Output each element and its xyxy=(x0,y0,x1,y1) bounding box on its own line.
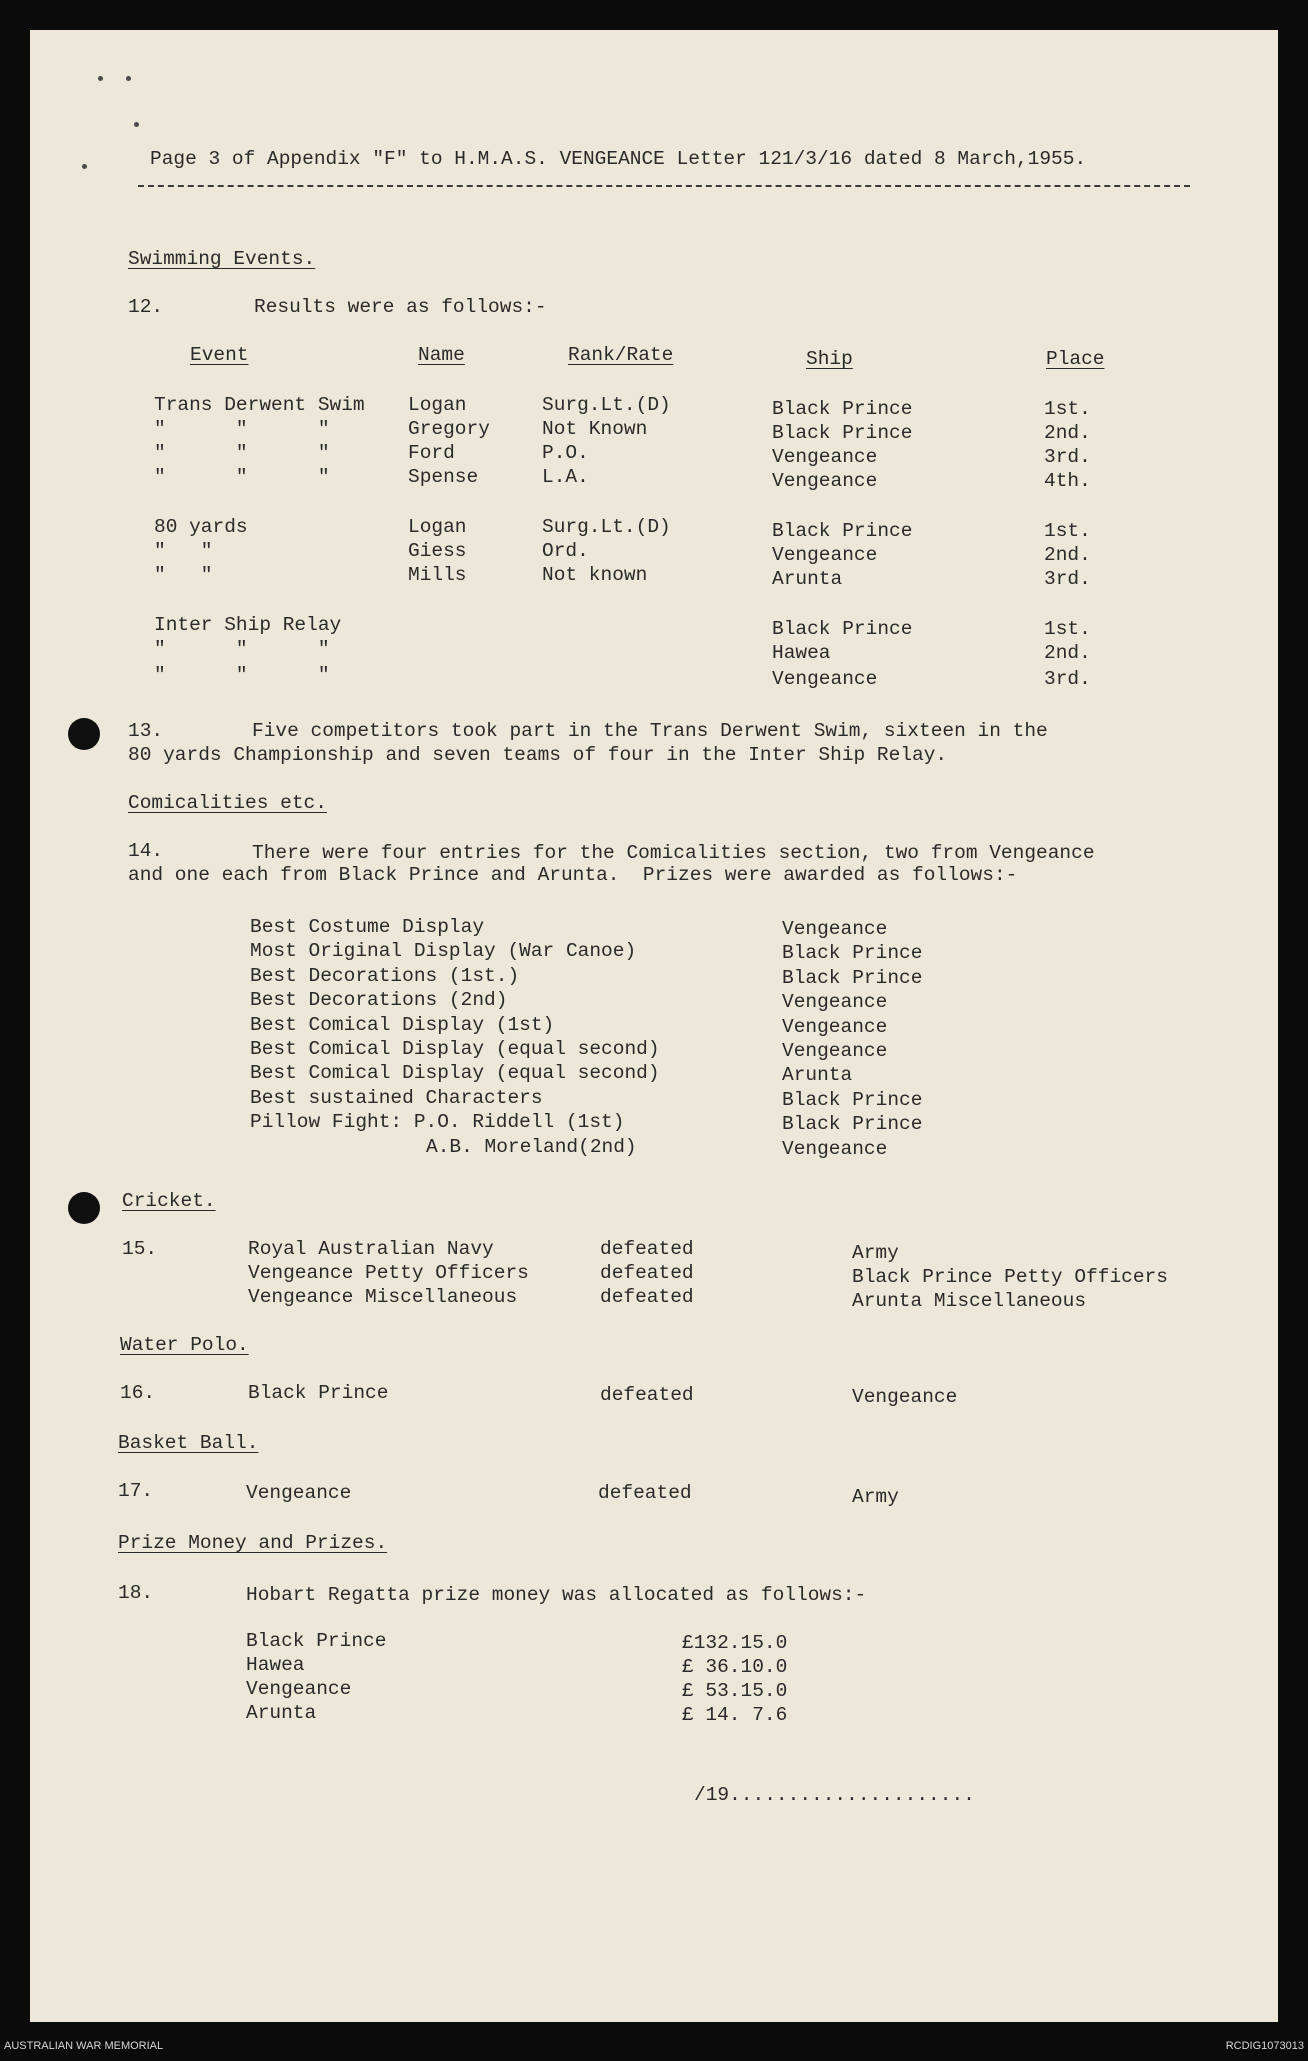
cricket-loser: Army xyxy=(852,1242,899,1264)
prize-ship: Vengeance xyxy=(782,991,888,1014)
prize-label: Pillow Fight: P.O. Riddell (1st) xyxy=(250,1111,625,1134)
cricket-verb: defeated xyxy=(600,1238,694,1260)
prize-label: Best Costume Display xyxy=(250,916,485,938)
prize-ship: Black Prince xyxy=(782,942,923,965)
swim-row-ship: Black Prince xyxy=(772,520,913,542)
prize-label: Best Decorations (2nd) xyxy=(250,989,508,1012)
swim-row-event: 80 yards xyxy=(154,516,248,538)
swim-row-rank: Surg.Lt.(D) xyxy=(542,516,671,538)
swim-row-name: Mills xyxy=(408,564,467,586)
swim-row-place: 3rd. xyxy=(1044,568,1091,590)
page-header: Page 3 of Appendix "F" to H.M.A.S. VENGEANCE Letter 121/3/16 dated 8 March,1955. xyxy=(150,148,1087,170)
ink-speck xyxy=(98,76,103,81)
swim-row-ship: Black Prince xyxy=(772,398,913,420)
para14-line2: and one each from Black Prince and Arunta. Prizes were awarded as follows:- xyxy=(128,864,1018,886)
swim-row-place: 2nd. xyxy=(1044,544,1091,566)
document-page xyxy=(30,30,1278,2022)
basket-ball-winner: Vengeance xyxy=(246,1482,352,1504)
para13-line2: 80 yards Championship and seven teams of four in the Inter Ship Relay. xyxy=(128,744,948,766)
cricket-winner: Royal Australian Navy xyxy=(248,1238,494,1260)
prize-ship: Vengeance xyxy=(782,1137,888,1160)
prize-label: Best sustained Characters xyxy=(250,1086,543,1109)
swim-row-rank: Surg.Lt.(D) xyxy=(542,394,671,416)
prize-ship: Black Prince xyxy=(782,1088,923,1111)
swim-row-name: Ford xyxy=(408,442,455,464)
swim-row-name: Logan xyxy=(408,394,467,416)
prize-ship: Black Prince xyxy=(782,1113,923,1136)
col-place: Place xyxy=(1046,348,1105,370)
swim-row-event: " " " xyxy=(154,418,330,440)
col-name: Name xyxy=(418,344,465,366)
swim-row-event: Trans Derwent Swim xyxy=(154,394,365,416)
swim-row-place: 1st. xyxy=(1044,520,1091,542)
col-rank: Rank/Rate xyxy=(568,344,674,366)
prize-ship: Vengeance xyxy=(782,1015,888,1038)
col-ship: Ship xyxy=(806,348,853,370)
swim-row-name: Gregory xyxy=(408,418,490,440)
para13-line1: Five competitors took part in the Trans Derwent Swim, sixteen in the xyxy=(252,720,1048,742)
water-polo-heading: Water Polo. xyxy=(120,1334,249,1356)
prize-label: Best Comical Display (equal second) xyxy=(250,1062,660,1085)
cricket-heading: Cricket. xyxy=(122,1190,216,1212)
ink-speck xyxy=(82,164,87,169)
swim-row-event: " " " xyxy=(154,638,330,660)
swim-row-place: 3rd. xyxy=(1044,668,1091,690)
prize-label: Most Original Display (War Canoe) xyxy=(250,940,637,963)
cricket-loser: Black Prince Petty Officers xyxy=(852,1266,1168,1288)
swim-row-place: 1st. xyxy=(1044,398,1091,420)
basket-ball-heading: Basket Ball. xyxy=(118,1432,259,1454)
swimming-heading: Swimming Events. xyxy=(128,248,316,270)
prize-ship: Black Prince xyxy=(782,966,923,989)
para14-line1: There were four entries for the Comicalities section, two from Vengeance xyxy=(252,842,1095,864)
cricket-verb: defeated xyxy=(600,1262,694,1284)
swim-row-ship: Vengeance xyxy=(772,668,878,690)
continuation-mark: /19..................... xyxy=(694,1784,975,1806)
money-amount: £ 53.15.0 xyxy=(682,1680,788,1702)
swim-row-name: Giess xyxy=(408,540,467,562)
money-amount: £132.15.0 xyxy=(682,1632,788,1654)
swim-row-rank: Ord. xyxy=(542,540,589,562)
swim-row-rank: P.O. xyxy=(542,442,589,464)
para-number: 13. xyxy=(128,720,164,742)
col-event: Event xyxy=(190,344,249,366)
cricket-loser: Arunta Miscellaneous xyxy=(852,1290,1087,1312)
swim-row-event: " " xyxy=(154,564,213,586)
para-number: 17. xyxy=(118,1480,154,1502)
para-number: 16. xyxy=(120,1382,156,1404)
swim-row-place: 2nd. xyxy=(1044,422,1091,444)
swim-row-rank: Not Known xyxy=(542,418,648,440)
swim-row-event: " " " xyxy=(154,664,330,686)
swim-row-rank: L.A. xyxy=(542,466,589,488)
header-rule xyxy=(138,185,1190,187)
swim-row-name: Logan xyxy=(408,516,467,538)
prize-ship: Vengeance xyxy=(782,1040,888,1062)
swim-row-ship: Hawea xyxy=(772,642,831,664)
swim-row-event: " " " xyxy=(154,442,330,464)
para-number: 14. xyxy=(128,840,164,862)
swim-row-ship: Arunta xyxy=(772,568,843,590)
archive-id: RCDIG1073013 xyxy=(1225,2040,1304,2052)
money-ship: Vengeance xyxy=(246,1678,352,1700)
comicalities-heading: Comicalities etc. xyxy=(128,792,327,814)
swim-row-ship: Vengeance xyxy=(772,446,878,468)
para-number: 18. xyxy=(118,1582,154,1604)
prize-money-heading: Prize Money and Prizes. xyxy=(118,1532,388,1554)
punch-hole xyxy=(68,1192,100,1224)
basket-ball-verb: defeated xyxy=(598,1482,692,1504)
prize-ship: Vengeance xyxy=(782,918,888,940)
prize-label: A.B. Moreland(2nd) xyxy=(426,1135,637,1158)
swim-row-place: 2nd. xyxy=(1044,642,1091,664)
cricket-winner: Vengeance Petty Officers xyxy=(248,1262,529,1284)
swim-row-ship: Vengeance xyxy=(772,470,878,492)
money-amount: £ 14. 7.6 xyxy=(682,1704,788,1726)
para-number: 15. xyxy=(122,1238,158,1260)
swimming-intro: Results were as follows:- xyxy=(254,296,547,318)
money-ship: Hawea xyxy=(246,1654,305,1676)
prize-label: Best Comical Display (equal second) xyxy=(250,1038,660,1060)
ink-speck xyxy=(134,122,139,127)
archive-credit: AUSTRALIAN WAR MEMORIAL xyxy=(4,2040,164,2052)
swim-row-ship: Vengeance xyxy=(772,544,878,566)
swim-row-event: " " xyxy=(154,540,213,562)
prize-label: Best Comical Display (1st) xyxy=(250,1013,555,1036)
cricket-verb: defeated xyxy=(600,1286,694,1308)
swim-row-name: Spense xyxy=(408,466,479,488)
money-ship: Black Prince xyxy=(246,1630,387,1652)
prize-label: Best Decorations (1st.) xyxy=(250,964,520,987)
basket-ball-loser: Army xyxy=(852,1486,899,1508)
swim-row-place: 4th. xyxy=(1044,470,1091,492)
ink-speck xyxy=(126,76,131,81)
prize-ship: Arunta xyxy=(782,1064,853,1087)
punch-hole xyxy=(68,718,100,750)
water-polo-winner: Black Prince xyxy=(248,1382,389,1404)
swim-row-place: 3rd. xyxy=(1044,446,1091,468)
prize-money-intro: Hobart Regatta prize money was allocated as follows:- xyxy=(246,1584,867,1606)
money-ship: Arunta xyxy=(246,1702,317,1724)
water-polo-loser: Vengeance xyxy=(852,1386,958,1408)
swim-row-rank: Not known xyxy=(542,564,648,586)
swim-row-event: " " " xyxy=(154,466,330,488)
water-polo-verb: defeated xyxy=(600,1384,694,1406)
money-amount: £ 36.10.0 xyxy=(682,1656,788,1678)
cricket-winner: Vengeance Miscellaneous xyxy=(248,1286,518,1308)
swim-row-ship: Black Prince xyxy=(772,422,913,444)
swim-row-ship: Black Prince xyxy=(772,618,913,640)
para-number: 12. xyxy=(128,296,164,318)
swim-row-place: 1st. xyxy=(1044,618,1091,640)
swim-row-event: Inter Ship Relay xyxy=(154,614,342,636)
